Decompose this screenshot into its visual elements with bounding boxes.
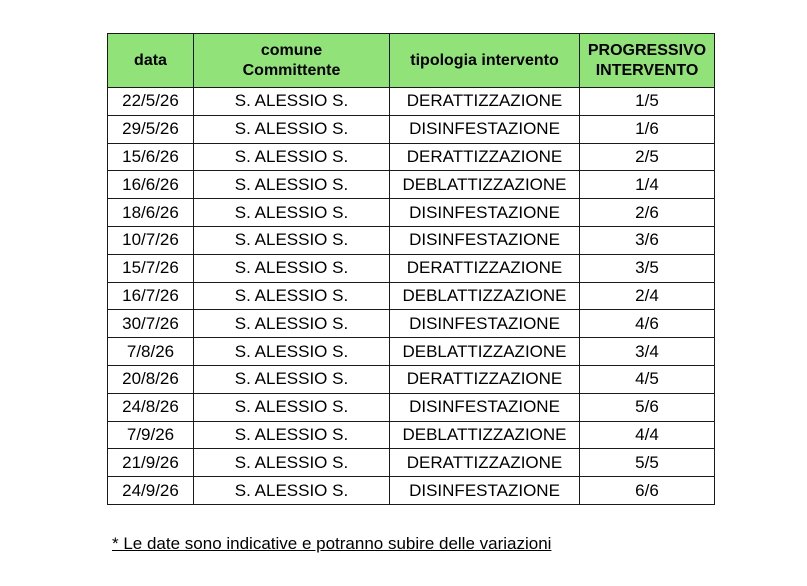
cell-data: 20/8/26 [108,365,194,393]
table-row [108,115,715,143]
cell-progressivo: 1/4 [580,171,715,199]
table-row [108,226,715,254]
cell-progressivo: 4/4 [580,421,715,449]
cell-tipologia: DEBLATTIZZAZIONE [390,282,580,310]
cell-comune: S. ALESSIO S. [194,115,390,143]
header-progressivo-line2: INTERVENTO [595,61,699,79]
cell-data: 16/7/26 [108,282,194,310]
cell-comune: S. ALESSIO S. [194,338,390,366]
cell-tipologia: DERATTIZZAZIONE [390,449,580,477]
table-row [108,449,715,477]
cell-comune: S. ALESSIO S. [194,365,390,393]
table-row [108,282,715,310]
cell-comune: S. ALESSIO S. [194,254,390,282]
cell-data: 29/5/26 [108,115,194,143]
cell-data: 15/7/26 [108,254,194,282]
cell-data: 21/9/26 [108,449,194,477]
table-row [108,171,715,199]
cell-tipologia: DERATTIZZAZIONE [390,143,580,171]
table-row [108,310,715,338]
header-tipologia-intervento [390,34,580,88]
cell-progressivo: 2/6 [580,199,715,227]
cell-progressivo: 4/6 [580,310,715,338]
cell-tipologia: DERATTIZZAZIONE [390,254,580,282]
cell-comune: S. ALESSIO S. [194,449,390,477]
schedule-table-container [107,33,715,505]
cell-data: 30/7/26 [108,310,194,338]
table-row [108,365,715,393]
cell-progressivo: 3/6 [580,226,715,254]
table-row [108,338,715,366]
cell-progressivo: 2/4 [580,282,715,310]
header-comune-line2: Committente [242,61,341,79]
cell-progressivo: 5/6 [580,393,715,421]
cell-comune: S. ALESSIO S. [194,226,390,254]
header-comune-committente [194,34,390,88]
cell-data: 15/6/26 [108,143,194,171]
cell-progressivo: 2/5 [580,143,715,171]
cell-tipologia: DERATTIZZAZIONE [390,365,580,393]
cell-progressivo: 1/5 [580,88,715,116]
table-row [108,393,715,421]
cell-tipologia: DISINFESTAZIONE [390,310,580,338]
table-header [108,34,715,88]
cell-tipologia: DISINFESTAZIONE [390,393,580,421]
cell-progressivo: 3/4 [580,338,715,366]
cell-data: 24/9/26 [108,477,194,505]
cell-tipologia: DISINFESTAZIONE [390,115,580,143]
cell-comune: S. ALESSIO S. [194,393,390,421]
cell-comune: S. ALESSIO S. [194,477,390,505]
header-progressivo-line1: PROGRESSIVO [587,41,707,59]
cell-comune: S. ALESSIO S. [194,310,390,338]
cell-comune: S. ALESSIO S. [194,199,390,227]
cell-tipologia: DISINFESTAZIONE [390,477,580,505]
cell-tipologia: DEBLATTIZZAZIONE [390,171,580,199]
header-data-label: data [134,51,167,69]
cell-tipologia: DEBLATTIZZAZIONE [390,338,580,366]
cell-tipologia: DEBLATTIZZAZIONE [390,421,580,449]
cell-data: 10/7/26 [108,226,194,254]
cell-progressivo: 1/6 [580,115,715,143]
table-row [108,199,715,227]
header-row [108,34,715,88]
header-data [108,34,194,88]
cell-data: 22/5/26 [108,88,194,116]
table-row [108,254,715,282]
table-body [108,88,715,505]
cell-data: 7/8/26 [108,338,194,366]
cell-data: 18/6/26 [108,199,194,227]
header-progressivo-intervento [580,34,715,88]
table-row [108,143,715,171]
disclaimer-note: * Le date sono indicative e potranno subire delle variazioni [112,534,552,553]
cell-data: 16/6/26 [108,171,194,199]
cell-comune: S. ALESSIO S. [194,88,390,116]
schedule-table [107,33,715,505]
cell-data: 7/9/26 [108,421,194,449]
table-row [108,421,715,449]
table-row [108,88,715,116]
cell-tipologia: DISINFESTAZIONE [390,226,580,254]
cell-tipologia: DERATTIZZAZIONE [390,88,580,116]
cell-progressivo: 3/5 [580,254,715,282]
cell-tipologia: DISINFESTAZIONE [390,199,580,227]
cell-progressivo: 6/6 [580,477,715,505]
table-row [108,477,715,505]
cell-progressivo: 4/5 [580,365,715,393]
cell-data: 24/8/26 [108,393,194,421]
header-tipologia-label: tipologia intervento [410,51,559,69]
cell-comune: S. ALESSIO S. [194,282,390,310]
cell-comune: S. ALESSIO S. [194,171,390,199]
cell-comune: S. ALESSIO S. [194,421,390,449]
header-comune-line1: comune [260,41,323,59]
cell-progressivo: 5/5 [580,449,715,477]
cell-comune: S. ALESSIO S. [194,143,390,171]
